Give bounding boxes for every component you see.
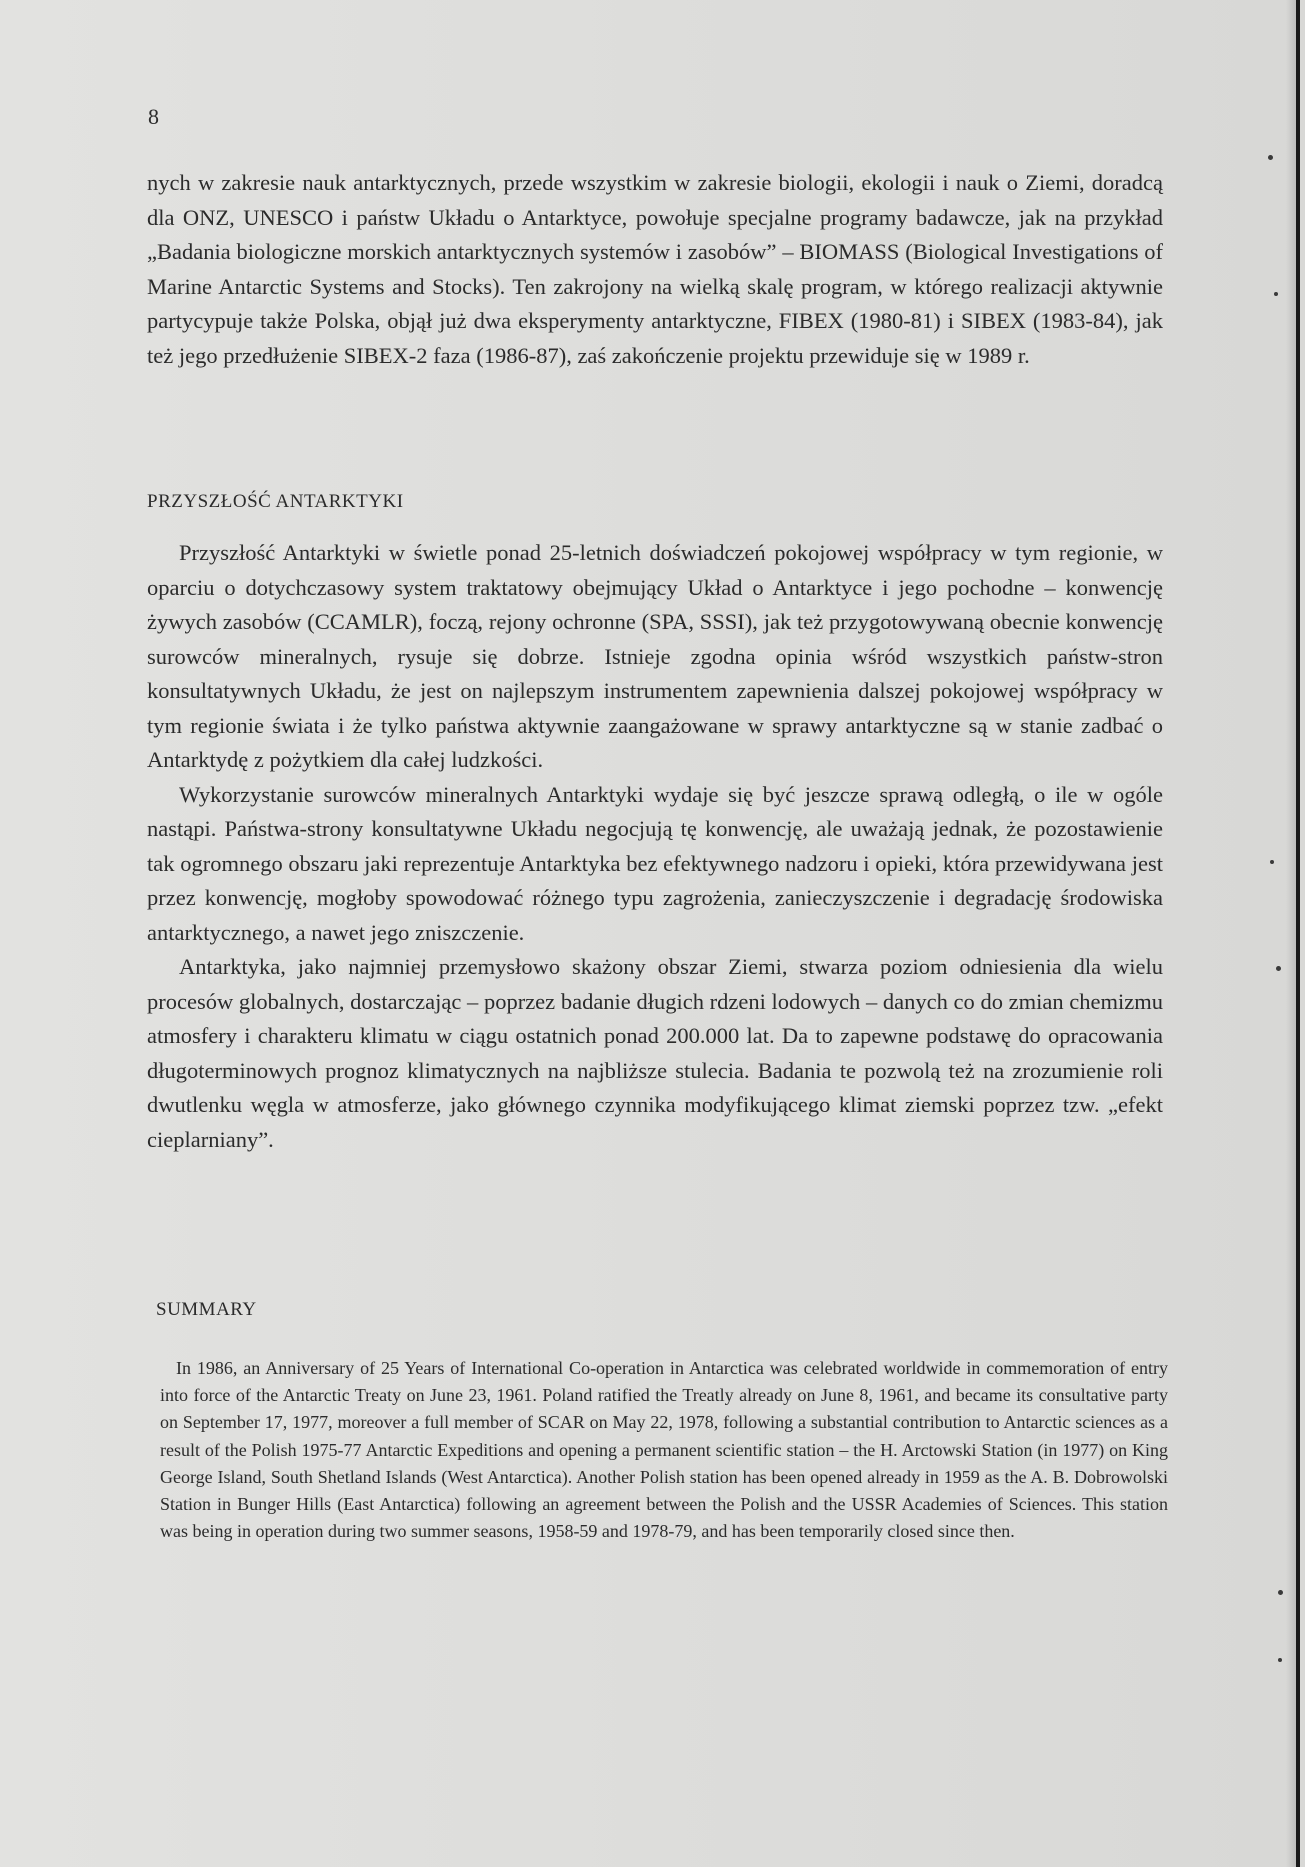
scan-speck <box>1278 1658 1282 1662</box>
future-paragraph-2: Wykorzystanie surowców mineralnych Antarktyki wydaje się być jeszcze sprawą odległą, o ile w ogóle nastąpi. Państwa-strony konsultatywne Układu negocjują tę konwencję, ale uważają jednak, że pozostawienie tak ogromnego obszaru jaki reprezentuje Antarktyka bez efektywnego nadzoru i opieki, która przewidywana jest przez konwencję, mogłoby spowodować różnego typu zagrożenia, zanieczyszczenie i degradację środowiska antarktycznego, a nawet jego zniszczenie. <box>147 781 1163 945</box>
future-paragraph-3: Antarktyka, jako najmniej przemysłowo skażony obszar Ziemi, stwarza poziom odniesienia dla wielu procesów globalnych, dostarczając – poprzez badanie długich rdzeni lodowych – danych co do zmian chemizmu atmosfery i charakteru klimatu w ciągu ostatnich ponad 200.000 lat. Da to zapewne podstawę do opracowania długoterminowych prognoz klimatycznych na najbliższe stulecia. Badania te pozwolą też na zrozumienie roli dwutlenku węgla w atmosferze, jako głównego czynnika modyfikującego klimat ziemski poprzez tzw. „efekt cieplarniany”. <box>147 954 1163 1152</box>
intro-text-block <box>147 166 1163 373</box>
page-number: 8 <box>148 104 159 129</box>
page-edge-shadow <box>1286 0 1296 1867</box>
future-paragraph-1: Przyszłość Antarktyki w świetle ponad 25-letnich doświadczeń pokojowej współpracy w tym regionie, w oparciu o dotychczasowy system traktatowy obejmujący Układ o Antarktyce i jego pochodne – konwencję żywych zasobów (CCAMLR), foczą, rejony ochronne (SPA, SSSI), jak też przygotowywaną obecnie konwencję surowców mineralnych, rysuje się dobrze. Istnieje zgodna opinia wśród wszystkich państw-stron konsultatywnych Układu, że jest on najlepszym instrumentem zapewnienia dalszej pokojowej współpracy w tym regionie świata i że tylko państwa aktywnie zaangażowane w sprawy antarktyczne są w stanie zadbać o Antarktydę z pożytkiem dla całej ludzkości. <box>147 540 1163 772</box>
intro-paragraph: nych w zakresie nauk antarktycznych, przede wszystkim w zakresie biologii, ekologii i nauk o Ziemi, doradcą dla ONZ, UNESCO i państw Układu o Antarktyce, powołuje specjalne programy badawcze, jak na przykład „Badania biologiczne morskich antarktycznych systemów i zasobów” – BIOMASS (Biological Investigations of Marine Antarctic Systems and Stocks). Ten zakrojony na wielką skalę program, w którego realizacji aktywnie partycypuje także Polska, objął już dwa eksperymenty antarktyczne, FIBEX (1980-81) i SIBEX (1983-84), jak też jego przedłużenie SIBEX-2 faza (1986-87), zaś zakończenie projektu przewiduje się w 1989 r. <box>147 170 1163 368</box>
scan-speck <box>1274 292 1278 296</box>
scan-speck <box>1276 966 1281 971</box>
scan-speck <box>1268 155 1273 160</box>
future-section-heading: PRZYSZŁOŚĆ ANTARKTYKI <box>147 491 404 512</box>
summary-paragraph: In 1986, an Anniversary of 25 Years of International Co-operation in Antarctica was celebrated worldwide in commemoration of entry into force of the Antarctic Treaty on June 23, 1961. Poland ratified the Treatly already on June 8, 1961, and became its consultative party on September 17, 1977, moreover a full member of SCAR on May 22, 1978, following a substantial contribution to Antarctic sciences as a result of the Polish 1975-77 Antarctic Expeditions and opening a permanent scientific station – the H. Arctowski Station (in 1977) on King George Island, South Shetland Islands (West Antarctica). Another Polish station has been opened already in 1959 as the A. B. Dobrowolski Station in Bunger Hills (East Antarctica) following an agreement between the Polish and the USSR Academies of Sciences. This station was being in operation during two summer seasons, 1958-59 and 1978-79, and has been temporarily closed since then. <box>160 1358 1168 1542</box>
scan-speck <box>1270 860 1274 864</box>
future-section-body <box>147 536 1163 1157</box>
summary-body <box>160 1355 1168 1545</box>
scan-speck <box>1278 1590 1283 1595</box>
summary-heading: SUMMARY <box>156 1299 257 1320</box>
page-edge <box>1296 0 1300 1867</box>
